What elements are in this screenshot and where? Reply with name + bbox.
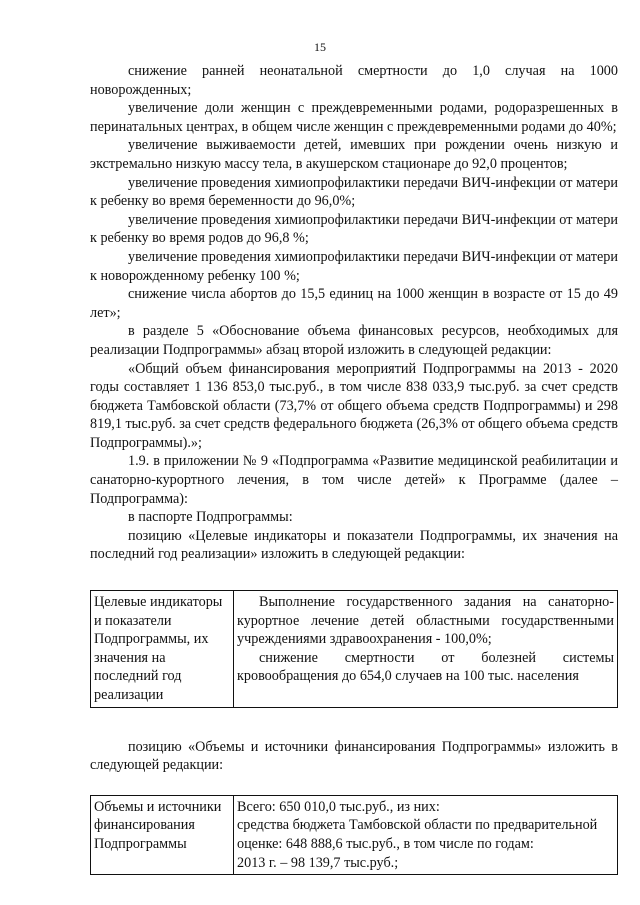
indicator-item: Выполнение государственного задания на санаторно-курортное лечение детей областными государственными учреждениями здравоохранения - 100,0%; (237, 594, 614, 648)
paragraph: снижение числа абортов до 15,5 единиц на 1000 женщин в возрасте от 15 до 49 лет»; (90, 286, 618, 321)
paragraph: «Общий объем финансирования мероприятий Подпрограммы на 2013 - 2020 годы составляет 1 136 853,0 тыс.руб., в том числе 838 033,9 тыс.руб. за счет средств бюджета Тамбовской области (73,7% от общего объема средств Подпрограммы) и 298 819,1 тыс.руб. за счет средств федерального бюджета (26,3% от общего объема средств Подпрограммы).»; (90, 360, 618, 451)
funding-value-cell (234, 795, 618, 874)
indicators-value-cell (234, 591, 618, 708)
paragraph: увеличение проведения химиопрофилактики передачи ВИЧ-инфекции от матери к ребенку во время родов до 96,8 %; (90, 211, 618, 247)
document-body (90, 62, 618, 875)
indicator-item: снижение смертности от болезней системы кровообращения до 654,0 случаев на 100 тыс. населения (237, 649, 614, 685)
paragraph: 1.9. в приложении № 9 «Подпрограмма «Развитие медицинской реабилитации и санаторно-курортного лечения, в том числе детей» к Программе (далее – Подпрограмма): (90, 453, 618, 507)
funding-line: 2013 г. – 98 139,7 тыс.руб.; (237, 854, 399, 871)
paragraph: в паспорте Подпрограммы: (128, 509, 293, 526)
paragraph: увеличение выживаемости детей, имевших при рождении очень низкую и экстремально низкую массу тела, в акушерском стационаре до 92,0 процентов; (90, 137, 618, 172)
paragraph: увеличение проведения химиопрофилактики передачи ВИЧ-инфекции от матери к ребенку во время беременности до 96,0%; (90, 174, 618, 210)
paragraph: позицию «Целевые индикаторы и показатели Подпрограммы, их значения на последний год реализации» изложить в следующей редакции: (90, 527, 618, 563)
funding-label-cell: Объемы и источники финансирования Подпрограммы (91, 795, 234, 874)
funding-line: Всего: 650 010,0 тыс.руб., из них: (237, 798, 440, 815)
paragraph: увеличение доли женщин с преждевременными родами, родоразрешенных в перинатальных центрах, в общем числе женщин с преждевременными родами до 40%; (90, 100, 618, 135)
paragraph: снижение ранней неонатальной смертности до 1,0 случая на 1000 новорожденных; (90, 63, 618, 98)
indicators-table (90, 590, 618, 708)
table-row (91, 795, 618, 874)
table-row (91, 591, 618, 708)
funding-table (90, 795, 618, 875)
paragraph: позицию «Объемы и источники финансирования Подпрограммы» изложить в следующей редакции: (90, 738, 618, 774)
page-number: 15 (314, 40, 326, 54)
funding-line: средства бюджета Тамбовской области по предварительной оценке: 648 888,6 тыс.руб., в том числе по годам: (237, 817, 598, 852)
paragraph: увеличение проведения химиопрофилактики передачи ВИЧ-инфекции от матери к новорожденному ребенку 100 %; (90, 248, 618, 284)
paragraph: в разделе 5 «Обоснование объема финансовых ресурсов, необходимых для реализации Подпрограммы» абзац второй изложить в следующей редакции: (90, 323, 618, 358)
indicators-label-cell: Целевые индикаторы и показатели Подпрограммы, их значения на последний год реализации (91, 591, 234, 708)
